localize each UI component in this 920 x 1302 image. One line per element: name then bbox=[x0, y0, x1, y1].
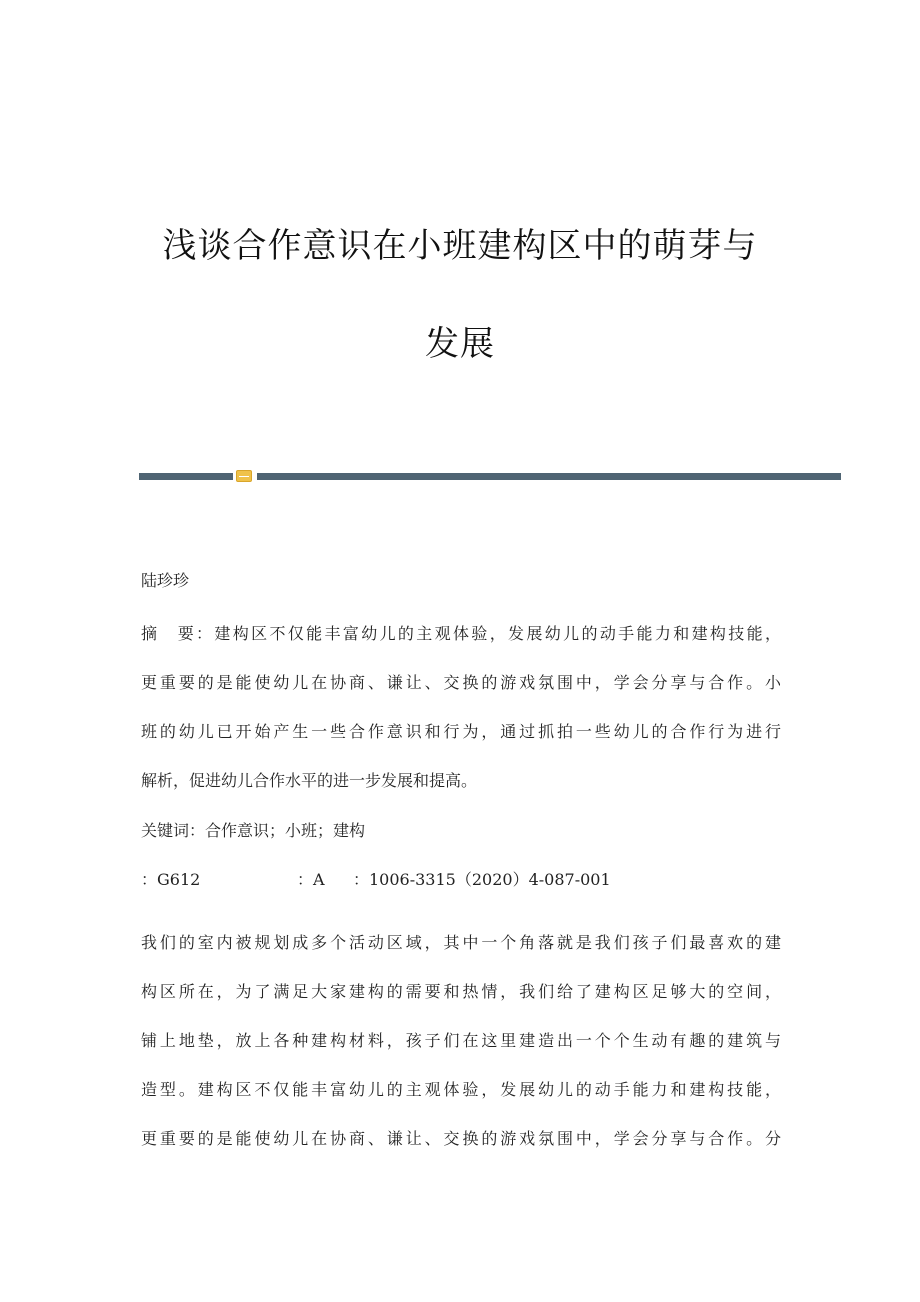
abstract-line: 班的幼儿已开始产生一些合作意识和行为，通过抓拍一些幼儿的合作行为进行 bbox=[141, 722, 781, 741]
clc-number: ：G612 bbox=[141, 870, 201, 889]
author-name: 陆珍珍 bbox=[141, 571, 190, 590]
keywords: 关键词：合作意识；小班；建构 bbox=[141, 821, 366, 840]
divider-bar-right bbox=[257, 473, 841, 480]
abstract bbox=[141, 609, 781, 805]
classification-line bbox=[141, 855, 781, 904]
body-line: 构区所在，为了满足大家建构的需要和热情，我们给了建构区足够大的空间， bbox=[141, 982, 781, 1001]
body-line: 造型。建构区不仅能丰富幼儿的主观体验，发展幼儿的动手能力和建构技能， bbox=[141, 1080, 781, 1099]
body-line: 更重要的是能使幼儿在协商、谦让、交换的游戏氛围中，学会分享与合作。分 bbox=[141, 1129, 781, 1148]
document-code: ：A bbox=[297, 870, 325, 889]
abstract-line: 更重要的是能使幼儿在协商、谦让、交换的游戏氛围中，学会分享与合作。小 bbox=[141, 673, 781, 692]
envelope-icon bbox=[236, 470, 252, 482]
title-divider bbox=[139, 470, 841, 482]
body-line: 我们的室内被规划成多个活动区域，其中一个角落就是我们孩子们最喜欢的建 bbox=[141, 933, 781, 952]
document-title-line-1: 浅谈合作意识在小班建构区中的萌芽与 bbox=[162, 226, 758, 266]
body-paragraph bbox=[141, 918, 781, 1163]
abstract-line: 摘 要：建构区不仅能丰富幼儿的主观体验，发展幼儿的动手能力和建构技能， bbox=[141, 624, 781, 643]
body-line: 铺上地垫，放上各种建构材料，孩子们在这里建造出一个个生动有趣的建筑与 bbox=[141, 1031, 781, 1050]
article-id: ：1006-3315（2020）4-087-001 bbox=[353, 870, 611, 889]
document-title-line-2: 发展 bbox=[425, 324, 495, 364]
divider-bar-left bbox=[139, 473, 233, 480]
abstract-line: 解析，促进幼儿合作水平的进一步发展和提高。 bbox=[141, 771, 478, 790]
